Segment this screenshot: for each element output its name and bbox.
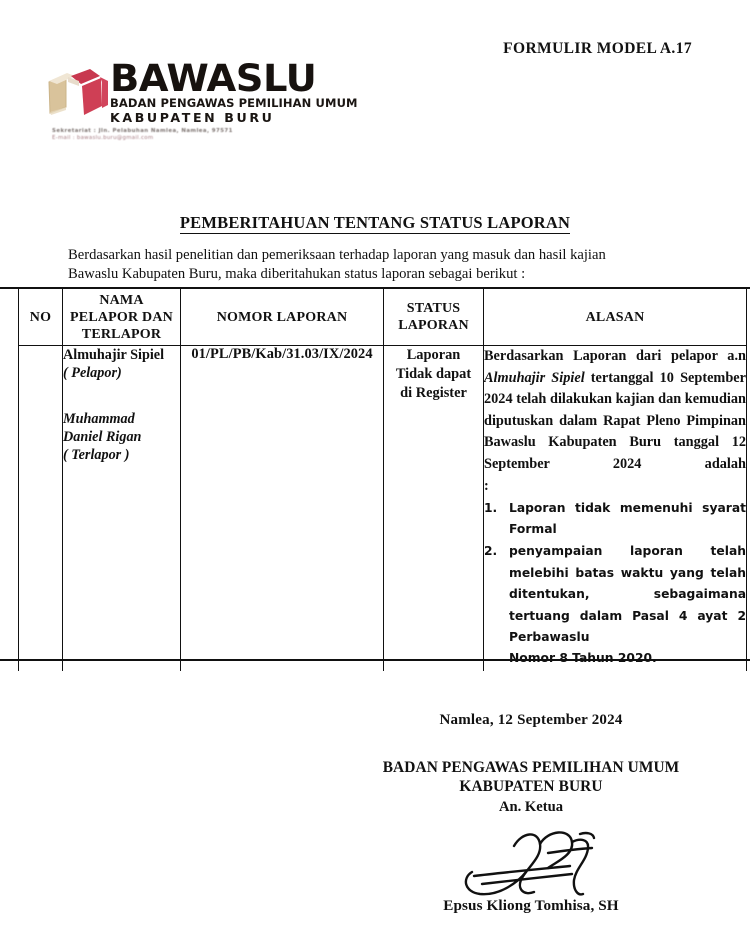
column-header-nama-line2: PELAPOR DAN: [70, 309, 173, 325]
org-line-1: BADAN PENGAWAS PEMILIHAN UMUM: [382, 759, 680, 776]
org-line-2: KABUPATEN BURU: [459, 778, 603, 795]
alasan-list-item: [484, 498, 746, 541]
alasan-item-text: [509, 541, 746, 669]
intro-line-2: Bawaslu Kabupaten Buru, maka diberitahukan status laporan sebagai berikut :: [68, 265, 526, 282]
alasan-intro-c: September 2024 telah dilakukan kajian dan kemudian diputuskan dalam Rapat Pleno Pimpinan Bawaslu Kabupaten: [484, 369, 746, 451]
column-header-status-line2: LAPORAN: [398, 318, 469, 333]
table-row: [19, 346, 747, 671]
alasan-intro-b: tertanggal 10: [590, 369, 674, 386]
report-status-table: [18, 289, 747, 671]
cell-alasan: [484, 346, 747, 671]
terlapor-name-line2: Daniel Rigan: [63, 429, 142, 445]
signing-organization: [340, 758, 722, 796]
status-line1: Laporan: [406, 347, 461, 363]
column-header-alasan-text: ALASAN: [585, 309, 645, 325]
address-line: Sekretariat : Jln. Pelabuhan Namlea, Namlea, 97571: [52, 128, 233, 134]
status-line2: Tidak dapat: [395, 366, 472, 382]
letterhead: [46, 57, 376, 152]
bawaslu-logo-icon: [46, 64, 118, 122]
column-header-no: [19, 289, 63, 346]
form-code-label: FORMULIR MODEL A.17: [503, 40, 692, 57]
logo-title: BAWASLU: [110, 57, 317, 100]
alasan-colon: :: [484, 477, 489, 494]
email-line: E-mail : bawaslu.buru@gmail.com: [52, 135, 154, 142]
cell-no: [19, 346, 63, 671]
alasan-item-text: [509, 498, 746, 541]
alasan-list-item: [484, 541, 746, 669]
pelapor-name: Almuhajir Sipiel: [63, 347, 165, 363]
logo-region: KABUPATEN BURU: [110, 110, 275, 125]
intro-line-1: Berdasarkan hasil penelitian dan pemeriksaan terhadap laporan yang masuk dan hasil kajian: [68, 247, 606, 263]
place-and-date: Namlea, 12 September 2024: [439, 712, 623, 728]
column-header-nomor: [181, 289, 384, 346]
alasan-item-text-tail: Nomor 8 Tahun 2020.: [509, 651, 657, 666]
signer-name: Epsus Kliong Tomhisa, SH: [443, 897, 619, 914]
alasan-item-text-main: Laporan tidak memenuhi syarat: [509, 500, 746, 515]
cell-nama-pelapor-terlapor: [63, 346, 181, 671]
column-header-status: [384, 289, 484, 346]
intro-paragraph: [68, 246, 682, 283]
page-title-text: PEMBERITAHUAN TENTANG STATUS LAPORAN: [179, 213, 571, 232]
cell-status-laporan: [384, 346, 484, 671]
alasan-item-number: 1.: [484, 500, 498, 515]
signer-role: An. Ketua: [498, 799, 564, 815]
pelapor-role: ( Pelapor): [63, 365, 122, 381]
alasan-item-text-tail: Formal: [509, 521, 557, 536]
page-title: [0, 213, 750, 233]
column-header-status-line1: STATUS: [406, 301, 461, 316]
status-line3: di Register: [400, 385, 467, 401]
handwritten-signature-icon: [452, 820, 632, 902]
column-header-alasan: [484, 289, 747, 346]
alasan-intro-d: Buru tanggal 12 September 2024 adalah: [484, 434, 746, 472]
cell-nomor-laporan: 01/PL/PB/Kab/31.03/IX/2024: [181, 346, 384, 671]
column-header-nama-line1: NAMA: [99, 292, 144, 308]
signature-block: [340, 712, 722, 816]
terlapor-name-line1: Muhammad: [63, 411, 135, 427]
column-header-no-text: NO: [29, 309, 52, 325]
alasan-item-text-main: penyampaian laporan telah melebihi batas waktu yang telah ditentukan, sebagaimana tertuang dalam Pasal 4 ayat 2 Perbawaslu: [509, 544, 746, 644]
alasan-intro-a: Berdasarkan Laporan dari pelapor a.n: [484, 348, 746, 364]
logo-subtitle: BADAN PENGAWAS PEMILIHAN UMUM: [110, 97, 358, 110]
alasan-pelapor-name: Almuhajir Sipiel: [484, 369, 585, 386]
terlapor-role: ( Terlapor ): [63, 447, 130, 463]
letterhead-address: [52, 128, 352, 143]
alasan-reason-list: [484, 498, 746, 670]
logo-wordmark: [110, 57, 376, 125]
alasan-paragraph: [484, 346, 746, 476]
alasan-item-number: 2.: [484, 544, 498, 559]
column-header-nomor-text: NOMOR LAPORAN: [216, 309, 348, 325]
column-header-nama-line3: TERLAPOR: [81, 326, 162, 342]
table-header-row: [19, 289, 747, 346]
column-header-nama: [63, 289, 181, 346]
